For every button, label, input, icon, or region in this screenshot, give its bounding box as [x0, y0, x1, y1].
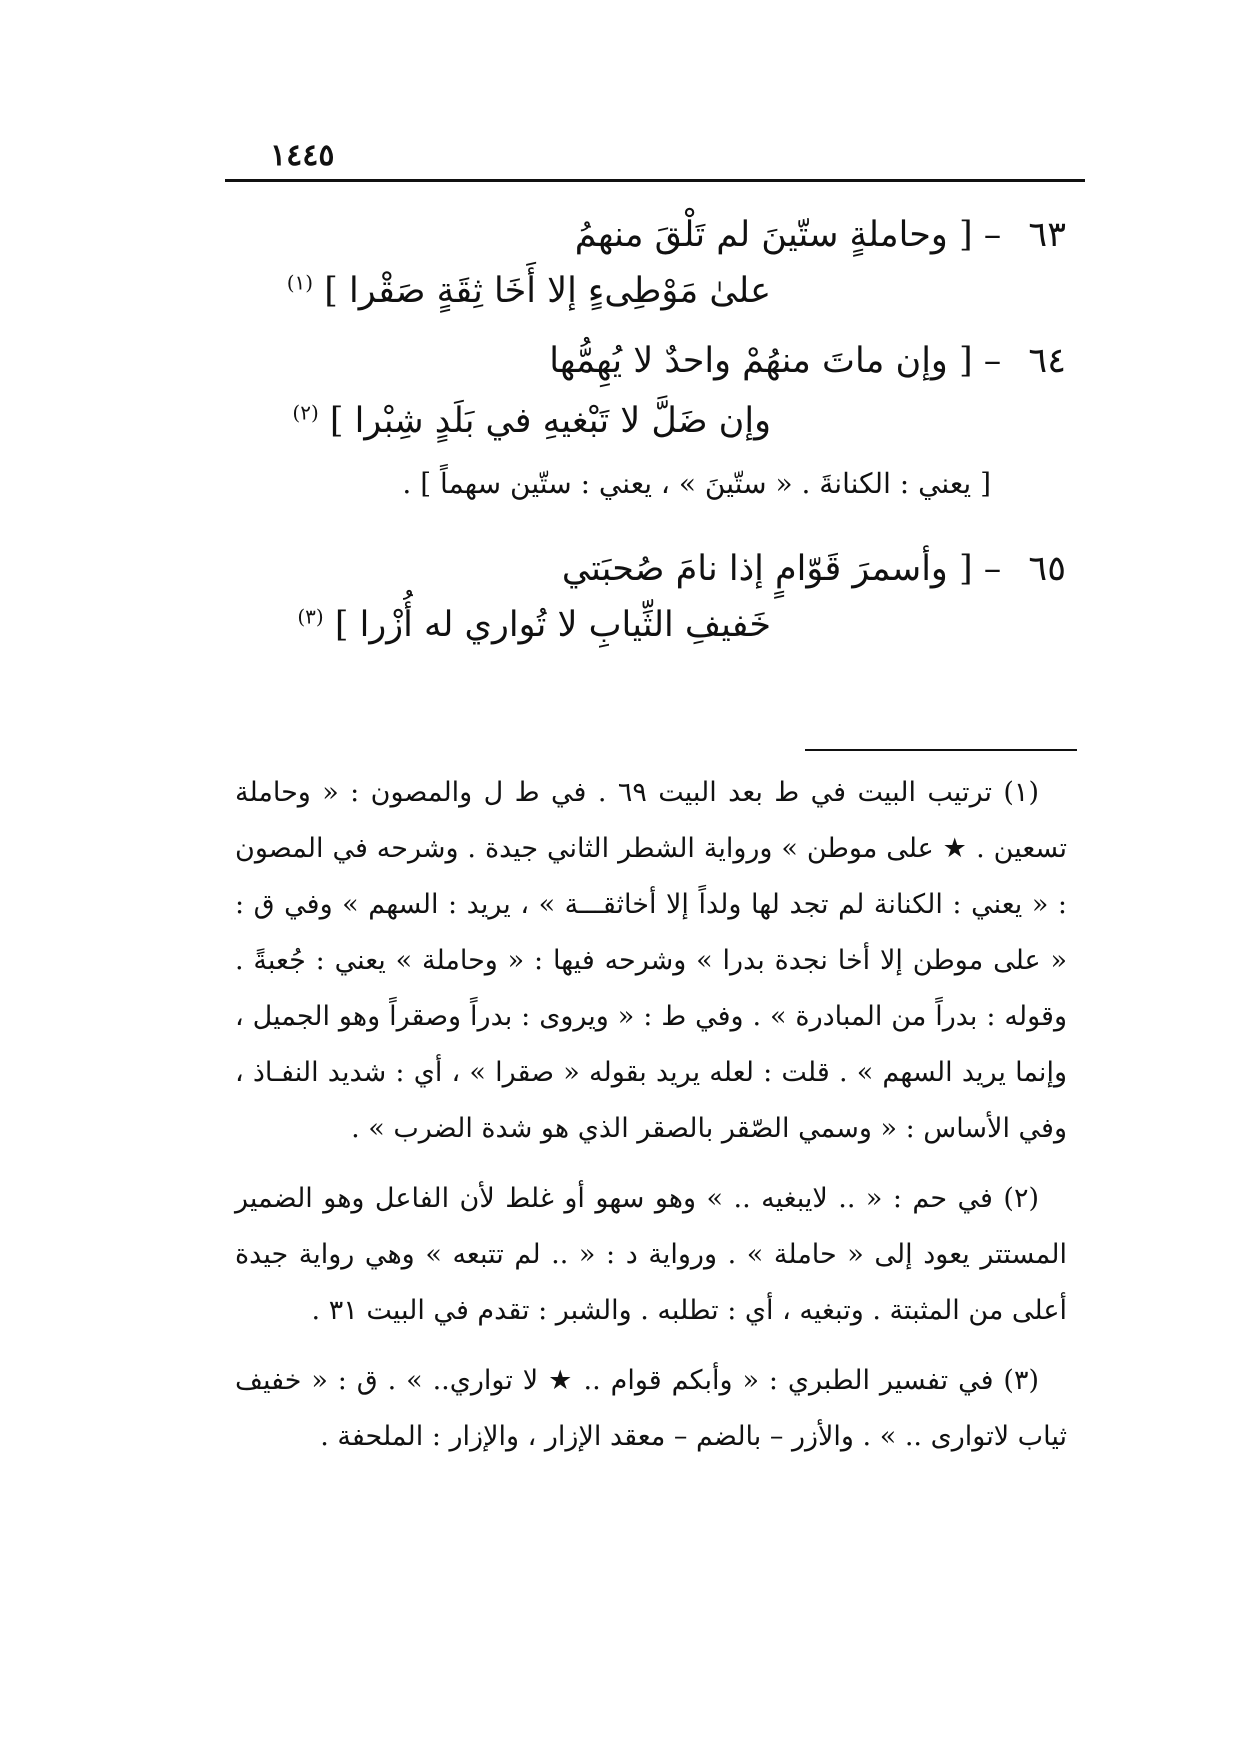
footnote-marker: (١): [286, 270, 314, 295]
verse-text: [ وإن ماتَ منهُمْ واحدٌ لا يُهِمُّها: [549, 341, 973, 381]
verse-text: [ وأسمرَ قَوّامٍ إذا نامَ صُحبَتي: [561, 549, 973, 589]
page-number: ١٤٤٥: [270, 138, 335, 173]
footnote-2: (٢) في حم : « .. لايبغيه .. » وهو سهو أو غلط لأن الفاعل وهو الضمير المستتر يعود إلى « حاملة » . ورواية د : « .. لم تتبعه » وهي رواية جيدة أعلى من المثبتة . وتبغيه ، أي : تطلبه . والشبر : تقدم في البيت ٣١ .: [235, 1183, 1067, 1326]
verse-text: خَفيفِ الثِّيابِ لا تُواري له أُزْرا ]: [334, 605, 771, 645]
verse-number: ٦٥: [1028, 549, 1066, 589]
footnotes: [235, 765, 1067, 1479]
footnote-marker: (٢): [292, 400, 319, 425]
verse-number: ٦٤: [1028, 341, 1066, 381]
verse-text: علىٰ مَوْطِىءٍ إلا أَخَا ثِقَةٍ صَقْرا ]: [324, 271, 771, 311]
header-rule: [225, 179, 1085, 182]
verse-63-first-hemistich: ٦٣ – [ وحاملةٍ ستّينَ لم تَلْقَ منهمُ: [574, 215, 1066, 255]
verse-gloss: [ يعني : الكنانةَ . « ستّينَ » ، يعني : ستّين سهماً ] .: [402, 467, 991, 500]
verse-65-second-hemistich: [297, 600, 771, 650]
verse-64-second-hemistich: [292, 396, 771, 446]
verse-text: [ وحاملةٍ ستّينَ لم تَلْقَ منهمُ: [574, 215, 973, 255]
verse-64-first-hemistich: ٦٤ – [ وإن ماتَ منهُمْ واحدٌ لا يُهِمُّها: [549, 341, 1066, 381]
footnote-1: (١) ترتيب البيت في ط بعد البيت ٦٩ . في ط ل والمصون : « وحاملة تسعين . ★ على موطن » ورواية الشطر الثاني جيدة . وشرحه في المصون : « يعني : الكنانة لم تجد لها ولداً إلا أخاثقـــة » ، يريد : السهم » وفي ق : « على موطن إلا أخا نجدة بدرا » وشرحه فيها : « وحاملة » يعني : جُعبةً . وقوله : بدراً من المبادرة » . وفي ط : « ويروى : بدراً وصقراً وهو الجميل ، وإنما يريد السهم » . قلت : لعله يريد بقوله « صقرا » ، أي : شديد النفـاذ ، وفي الأساس : « وسمي الصّقر بالصقر الذي هو شدة الضرب » .: [235, 777, 1067, 1144]
verse-text: وإن ضَلَّ لا تَبْغيهِ في بَلَدٍ شِبْرا ]: [329, 401, 771, 441]
verse-63-second-hemistich: [287, 266, 771, 316]
footnote-marker: (٣): [297, 604, 324, 629]
footnote-separator: [805, 749, 1077, 751]
verse-65-first-hemistich: ٦٥ – [ وأسمرَ قَوّامٍ إذا نامَ صُحبَتي: [561, 549, 1066, 589]
footnote-3: (٣) في تفسير الطبري : « وأبكم قوام .. ★ لا تواري.. » . ق : « خفيف ثياب لاتوارى .. » . والأزر – بالضم – معقد الإزار ، والإزار : الملحفة .: [235, 1365, 1067, 1452]
verse-number: ٦٣: [1028, 215, 1066, 255]
